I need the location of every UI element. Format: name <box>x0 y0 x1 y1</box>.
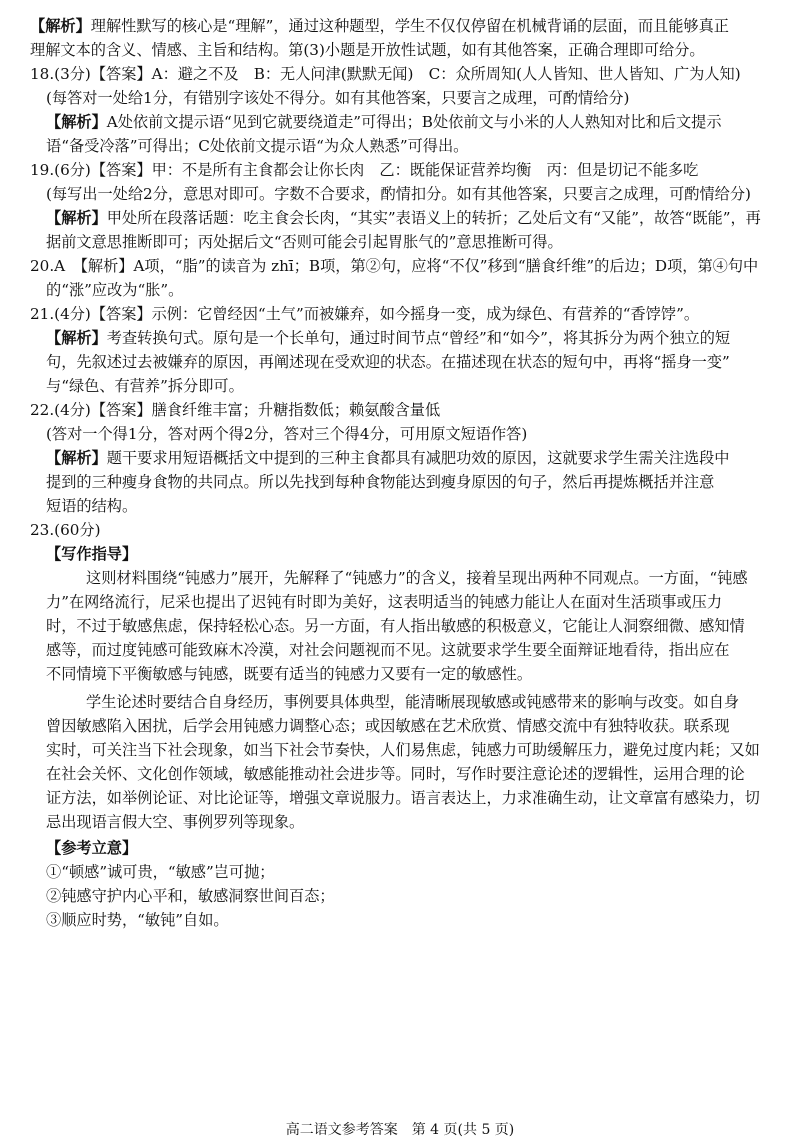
text-line: 时，不过于敏感焦虑，保持轻松心态。另一方面，有人指出敏感的积极意义，它能让人洞察细微、感知情 <box>46 617 745 635</box>
text-line: 学生论述时要结合自身经历，事例要具体典型，能清晰展现敏感或钝感带来的影响与改变。如自身 <box>86 693 740 711</box>
text-line: 【解析】理解性默写的核心是“理解”，通过这种题型，学生不仅仅停留在机械背诵的层面，而且能够真正 <box>30 17 729 35</box>
text-line: 实时，可关注当下社会现象，如当下社会节奏快，人们易焦虑，钝感力可助缓解压力，避免过度内耗；又如 <box>46 741 760 759</box>
scoring-note: (答对一个得1分，答对两个得2分，答对三个得4分，可用原文短语作答) <box>46 425 528 443</box>
section-heading: 【写作指导】 <box>46 545 138 563</box>
text-line: 不同情境下平衡敏感与钝感，既要有适当的钝感力又要有一定的敏感性。 <box>46 665 532 683</box>
text-line: 据前文意思推断即可；丙处据后文“否则可能会引起胃胀气的”意思推断可得。 <box>46 233 563 251</box>
text-line: 提到的三种瘦身食物的共同点。所以先找到每种食物能达到瘦身原因的句子，然后再提炼概括并注意 <box>46 473 715 491</box>
question-21-answer: 21.(4分)【答案】示例：它曾经因“土气”而被嫌弃，如今摇身一变，成为绿色、有营养的“香饽饽”。 <box>30 305 700 323</box>
scoring-note: (每写出一处给2分，意思对即可。字数不合要求，酌情扣分。如有其他答案，只要言之成理，可酌情给分) <box>46 185 751 203</box>
text-line: 忌出现语言假大空、事例罗列等现象。 <box>46 813 305 831</box>
text-line: 这则材料围绕“钝感力”展开，先解释了“钝感力”的含义，接着呈现出两种不同观点。一方面，“钝感 <box>86 569 748 587</box>
text-line: 证方法，如举例论证、对比论证等，增强文章说服力。语言表达上，力求准确生动，让文章富有感染力，切 <box>46 789 760 807</box>
list-item: ②钝感守护内心平和，敏感洞察世间百态； <box>46 887 335 905</box>
text-line: 与“绿色、有营养”拆分即可。 <box>46 377 244 395</box>
text-line: 【解析】考查转换句式。原句是一个长单句，通过时间节点“曾经”和“如今”，将其拆分为两个独立的短 <box>46 329 731 347</box>
list-item: ①“顿感”诚可贵，“敏感”岂可抛； <box>46 863 275 881</box>
text-line: 曾因敏感陷入困扰，后学会用钝感力调整心态；或因敏感在艺术欣赏、情感交流中有独特收获。联系现 <box>46 717 730 735</box>
text-line: 语“备受冷落”可得出；C处依前文提示语“为众人熟悉”可得出。 <box>46 137 469 155</box>
question-20-answer: 20.A 【解析】A项，“脂”的读音为 zhī；B项，第②句，应将“不仅”移到“膳食纤维”的后边；D项，第④句中 <box>30 257 759 275</box>
question-22-answer: 22.(4分)【答案】膳食纤维丰富；升糖指数低；赖氨酸含量低 <box>30 401 441 419</box>
list-item: ③顺应时势，“敏钝”自如。 <box>46 911 229 929</box>
text-line: 【解析】题干要求用短语概括文中提到的三种主食都具有减肥功效的原因，这就要求学生需关注选段中 <box>46 449 730 467</box>
text-line: 【解析】甲处所在段落话题：吃主食会长肉，“其实”表语义上的转折；乙处后文有“又能”，故答“既能”，再 <box>46 209 761 227</box>
text-line: 感等，而过度钝感可能致麻木冷漠，对社会问题视而不见。这就要求学生要全面辩证地看待，指出应在 <box>46 641 730 659</box>
question-23-heading: 23.(60分) <box>30 521 101 539</box>
page-footer: 高二语文参考答案 第 4 页(共 5 页) <box>285 1122 515 1138</box>
text-line: 句，先叙述过去被嫌弃的原因，再阐述现在受欢迎的状态。在描述现在状态的短句中，再将“摇身一变” <box>46 353 730 371</box>
text-line: 的“涨”应改为“胀”。 <box>46 281 184 299</box>
question-19-answer: 19.(6分)【答案】甲：不是所有主食都会让你长肉 乙：既能保证营养均衡 丙：但是切记不能多吃 <box>30 161 699 179</box>
question-18-answer: 18.(3分)【答案】A：避之不及 B：无人问津(默默无闻) C：众所周知(人人皆知、世人皆知、广为人知) <box>30 65 741 83</box>
text-line: 在社会关怀、文化创作领域，敏感能推动社会进步等。同时，写作时要注意论述的逻辑性，运用合理的论 <box>46 765 745 783</box>
text-line: 力”在网络流行，尼采也提出了迟钝有时即为美好，这表明适当的钝感力能让人在面对生活琐事或压力 <box>46 593 723 611</box>
text-line: 短语的结构。 <box>46 497 138 515</box>
section-heading: 【参考立意】 <box>46 839 138 857</box>
text-line: 理解文本的含义、情感、主旨和结构。第(3)小题是开放性试题，如有其他答案，正确合理即可给分。 <box>30 41 705 59</box>
scoring-note: (每答对一处给1分，有错别字该处不得分。如有其他答案，只要言之成理，可酌情给分) <box>46 89 630 107</box>
text-line: 【解析】A处依前文提示语“见到它就要绕道走”可得出；B处依前文与小米的人人熟知对比和后文提示 <box>46 113 722 131</box>
